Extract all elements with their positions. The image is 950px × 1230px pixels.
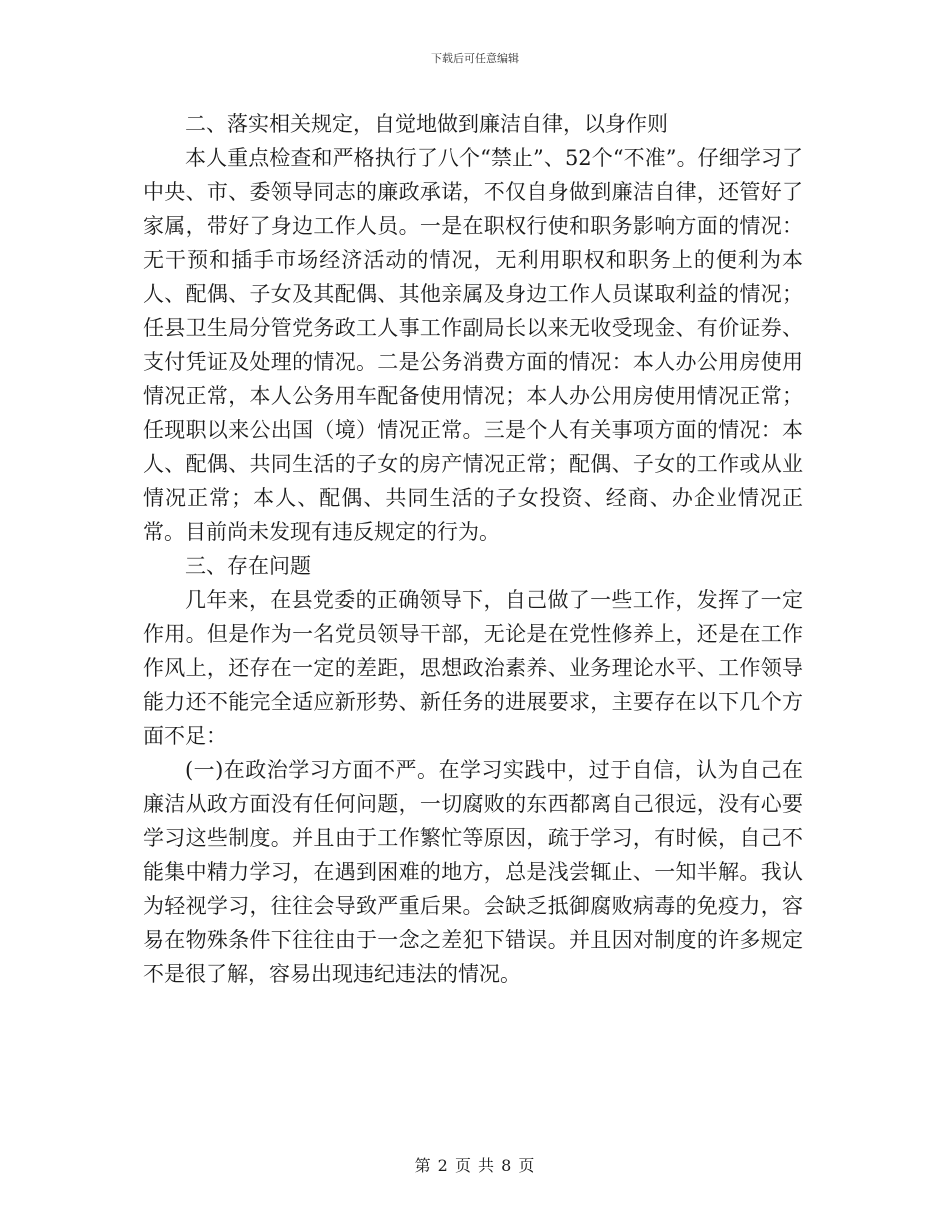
paragraph-problems-intro: 几年来，在县党委的正确领导下，自己做了一些工作，发挥了一定作用。但是作为一名党员领导干部，无论是在党性修养上，还是在工作作风上，还存在一定的差距，思想政治素养、业务理论水平、工作领导能力还不能完全适应新形势、新任务的进展要求，主要存在以下几个方面不足：: [143, 588, 803, 748]
paragraph-political-study: (一)在政治学习方面不严。在学习实践中，过于自信，认为自己在廉洁从政方面没有任何问题，一切腐败的东西都离自己很远，没有心要学习这些制度。并且由于工作繁忙等原因，疏于学习，有时候，自己不能集中精力学习，在遇到困难的地方，总是浅尝辄止、一知半解。我认为轻视学习，往往会导致严重后果。会缺乏抵御腐败病毒的免疫力，容易在物殊条件下往往由于一念之差犯下错误。并且因对制度的许多规定不是很了解，容易出现违纪违法的情况。: [143, 758, 803, 986]
section-heading-2: 二、落实相关规定，自觉地做到廉洁自律，以身作则: [185, 112, 668, 136]
paragraph-self-discipline: 本人重点检查和严格执行了八个“禁止”、52个“不准”。仔细学习了中央、市、委领导同志的廉政承诺，不仅自身做到廉洁自律，还管好了家属，带好了身边工作人员。一是在职权行使和职务影响方面的情况：无干预和插手市场经济活动的情况，无利用职权和职务上的便利为本人、配偶、子女及其配偶、其他亲属及身边工作人员谋取利益的情况；任县卫生局分管党务政工人事工作副局长以来无收受现金、有价证券、支付凭证及处理的情况。二是公务消费方面的情况：本人办公用房使用情况正常，本人公务用车配备使用情况；本人办公用房使用情况正常；任现职以来公出国（境）情况正常。三是个人有关事项方面的情况：本人、配偶、共同生活的子女的房产情况正常；配偶、子女的工作或从业情况正常；本人、配偶、共同生活的子女投资、经商、办企业情况正常。目前尚未发现有违反规定的行为。: [143, 146, 803, 544]
section-heading-3: 三、存在问题: [185, 554, 311, 578]
page-header: 下载后可任意编辑: [431, 52, 519, 65]
page-footer: 第 2 页 共 8 页: [414, 1156, 536, 1175]
document-body: [143, 107, 803, 991]
